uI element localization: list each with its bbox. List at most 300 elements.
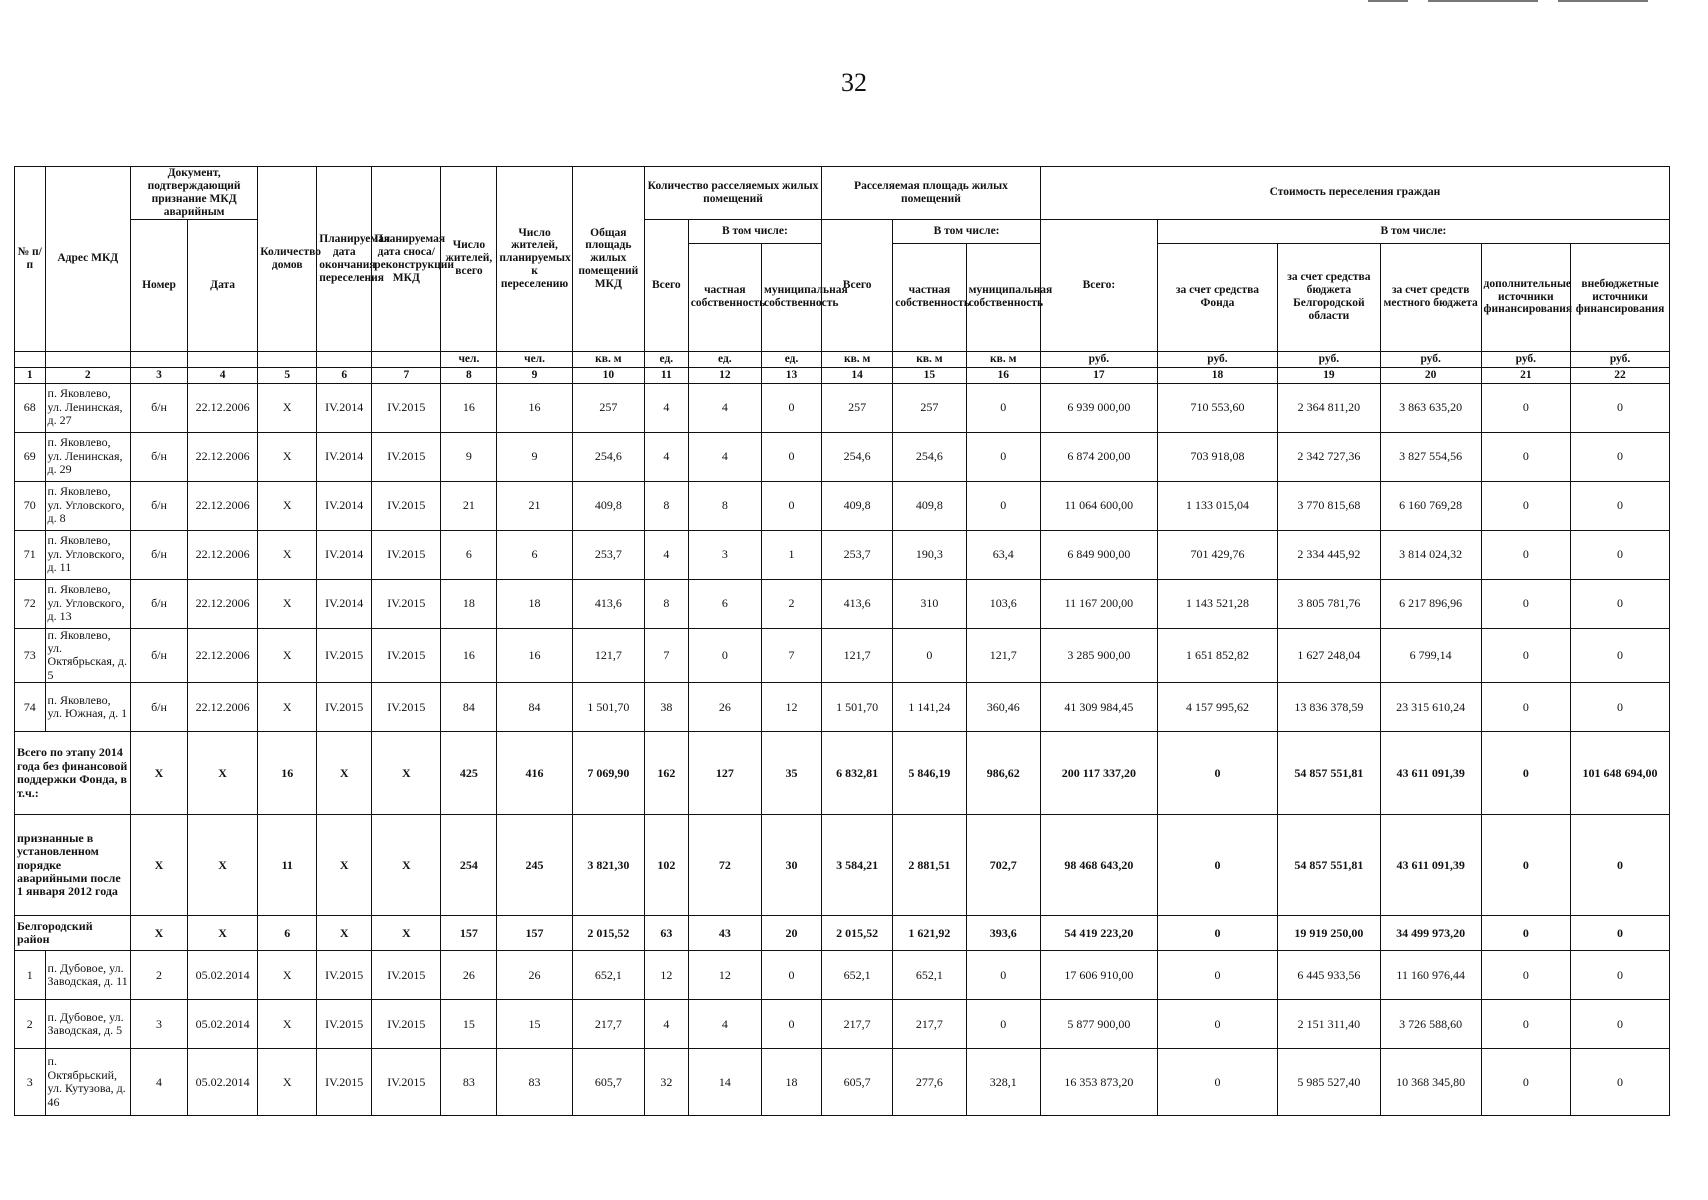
table-row: [15, 1049, 1670, 1116]
data-cell: 0: [1481, 951, 1571, 1000]
unit-cell: руб.: [1040, 351, 1157, 367]
data-cell: 5 985 527,40: [1278, 1049, 1381, 1116]
data-cell: 12: [644, 951, 688, 1000]
data-cell: 05.02.2014: [188, 951, 258, 1000]
data-cell: 1 143 521,28: [1157, 579, 1277, 628]
total-value-cell: X: [131, 916, 188, 951]
total-value-cell: X: [372, 815, 441, 916]
unit-cell: руб.: [1571, 351, 1670, 367]
data-cell: 652,1: [893, 951, 966, 1000]
col-offbudget-header: внебюджетные источники финансирования: [1571, 243, 1670, 351]
units-row: [15, 351, 1670, 367]
data-cell: 6 445 933,56: [1278, 951, 1381, 1000]
col-area-total-header: Всего: [822, 219, 893, 351]
col-area-incl-header: В том числе:: [893, 219, 1041, 243]
data-cell: IV.2015: [317, 1000, 372, 1049]
row-number-cell: 69: [15, 432, 46, 481]
unit-cell: руб.: [1278, 351, 1381, 367]
col-rooms-incl-header: В том числе:: [688, 219, 821, 243]
column-number: 11: [644, 367, 688, 383]
total-value-cell: 11: [258, 815, 317, 916]
col-rooms-private-header: частная собственность: [688, 243, 761, 351]
data-cell: 2 334 445,92: [1278, 530, 1381, 579]
data-cell: 8: [644, 579, 688, 628]
data-cell: 0: [966, 432, 1040, 481]
unit-cell: чел.: [497, 351, 572, 367]
total-label-cell: признанные в установленном порядке аварийными после 1 января 2012 года: [15, 815, 131, 916]
address-cell: п. Яковлево, ул. Южная, д. 1: [45, 683, 130, 732]
data-cell: 413,6: [822, 579, 893, 628]
total-value-cell: 393,6: [966, 916, 1040, 951]
total-value-cell: 63: [644, 916, 688, 951]
data-cell: б/н: [131, 530, 188, 579]
data-cell: 190,3: [893, 530, 966, 579]
data-cell: 05.02.2014: [188, 1049, 258, 1116]
data-cell: 413,6: [572, 579, 644, 628]
unit-cell: кв. м: [893, 351, 966, 367]
data-cell: б/н: [131, 683, 188, 732]
data-cell: 6 849 900,00: [1040, 530, 1157, 579]
total-value-cell: 72: [688, 815, 761, 916]
table-row: [15, 628, 1670, 683]
data-cell: 84: [497, 683, 572, 732]
data-cell: 409,8: [822, 481, 893, 530]
data-cell: 15: [441, 1000, 497, 1049]
data-cell: 83: [441, 1049, 497, 1116]
data-cell: 652,1: [822, 951, 893, 1000]
data-cell: 1 501,70: [822, 683, 893, 732]
data-cell: 605,7: [572, 1049, 644, 1116]
data-cell: 21: [441, 481, 497, 530]
data-cell: X: [258, 683, 317, 732]
data-cell: 254,6: [822, 432, 893, 481]
total-value-cell: X: [188, 916, 258, 951]
data-cell: IV.2014: [317, 579, 372, 628]
total-value-cell: X: [317, 916, 372, 951]
data-cell: IV.2015: [317, 683, 372, 732]
row-number-cell: 72: [15, 579, 46, 628]
col-area-municipal-header: муниципальная собственность: [966, 243, 1040, 351]
data-cell: 9: [441, 432, 497, 481]
unit-cell: руб.: [1481, 351, 1571, 367]
data-cell: X: [258, 951, 317, 1000]
total-value-cell: 6: [258, 916, 317, 951]
column-numbers-row: [15, 367, 1670, 383]
data-cell: 22.12.2006: [188, 579, 258, 628]
total-value-cell: 6 832,81: [822, 732, 893, 815]
total-value-cell: 157: [497, 916, 572, 951]
total-value-cell: 19 919 250,00: [1278, 916, 1381, 951]
data-cell: 253,7: [572, 530, 644, 579]
data-cell: 22.12.2006: [188, 481, 258, 530]
row-number-cell: 1: [15, 951, 46, 1000]
data-cell: 4: [688, 383, 761, 432]
data-cell: 13 836 378,59: [1278, 683, 1381, 732]
data-cell: 0: [1571, 481, 1670, 530]
column-number: 14: [822, 367, 893, 383]
total-value-cell: 101 648 694,00: [1571, 732, 1670, 815]
column-number: 21: [1481, 367, 1571, 383]
total-value-cell: 54 419 223,20: [1040, 916, 1157, 951]
data-cell: 7: [644, 628, 688, 683]
resettlement-table: [14, 166, 1670, 1116]
data-cell: 0: [688, 628, 761, 683]
column-number: 3: [131, 367, 188, 383]
total-value-cell: 43 611 091,39: [1380, 732, 1481, 815]
col-address-header: Адрес МКД: [45, 167, 130, 352]
table-row: [15, 1000, 1670, 1049]
data-cell: 22.12.2006: [188, 383, 258, 432]
data-cell: IV.2015: [372, 579, 441, 628]
data-cell: 11 160 976,44: [1380, 951, 1481, 1000]
data-cell: 22.12.2006: [188, 683, 258, 732]
col-doc-number-header: Номер: [131, 219, 188, 351]
data-cell: б/н: [131, 383, 188, 432]
data-cell: 0: [1571, 1000, 1670, 1049]
row-number-cell: 73: [15, 628, 46, 683]
address-cell: п. Яковлево, ул. Угловского, д. 13: [45, 579, 130, 628]
data-cell: 84: [441, 683, 497, 732]
col-rooms-total-header: Всего: [644, 219, 688, 351]
total-value-cell: X: [188, 732, 258, 815]
data-cell: 63,4: [966, 530, 1040, 579]
data-cell: IV.2015: [372, 383, 441, 432]
data-cell: 0: [1481, 432, 1571, 481]
total-value-cell: 43 611 091,39: [1380, 815, 1481, 916]
data-cell: 6: [688, 579, 761, 628]
column-number: 5: [258, 367, 317, 383]
data-cell: X: [258, 579, 317, 628]
address-cell: п. Яковлево, ул. Ленинская, д. 27: [45, 383, 130, 432]
data-cell: 0: [762, 951, 822, 1000]
table-row: [15, 530, 1670, 579]
col-num-header: № п/п: [15, 167, 46, 352]
data-cell: 0: [1157, 951, 1277, 1000]
data-cell: 1 133 015,04: [1157, 481, 1277, 530]
total-value-cell: 986,62: [966, 732, 1040, 815]
unit-cell: руб.: [1380, 351, 1481, 367]
data-cell: 4: [688, 1000, 761, 1049]
data-cell: 0: [1481, 383, 1571, 432]
unit-cell: руб.: [1157, 351, 1277, 367]
address-cell: п. Дубовое, ул. Заводская, д. 11: [45, 951, 130, 1000]
unit-cell: кв. м: [572, 351, 644, 367]
col-rooms-municipal-header: муниципальная собственность: [762, 243, 822, 351]
unit-cell: ед.: [688, 351, 761, 367]
total-value-cell: 162: [644, 732, 688, 815]
total-value-cell: 200 117 337,20: [1040, 732, 1157, 815]
data-cell: 18: [441, 579, 497, 628]
data-cell: 11 064 600,00: [1040, 481, 1157, 530]
data-cell: б/н: [131, 432, 188, 481]
data-cell: 12: [762, 683, 822, 732]
page-number: 32: [841, 68, 867, 97]
total-value-cell: 2 015,52: [572, 916, 644, 951]
data-cell: 3 805 781,76: [1278, 579, 1381, 628]
data-cell: 16: [441, 383, 497, 432]
total-value-cell: X: [188, 815, 258, 916]
data-cell: 2 364 811,20: [1278, 383, 1381, 432]
total-value-cell: 7 069,90: [572, 732, 644, 815]
data-cell: 409,8: [893, 481, 966, 530]
data-cell: 0: [1481, 683, 1571, 732]
data-cell: б/н: [131, 481, 188, 530]
data-cell: 409,8: [572, 481, 644, 530]
column-number: 17: [1040, 367, 1157, 383]
data-cell: 16 353 873,20: [1040, 1049, 1157, 1116]
data-cell: 0: [1571, 951, 1670, 1000]
data-cell: 22.12.2006: [188, 628, 258, 683]
total-value-cell: 157: [441, 916, 497, 951]
row-number-cell: 70: [15, 481, 46, 530]
data-cell: 121,7: [572, 628, 644, 683]
table-row: [15, 481, 1670, 530]
data-cell: 217,7: [822, 1000, 893, 1049]
data-cell: 0: [1481, 1000, 1571, 1049]
data-cell: 4: [131, 1049, 188, 1116]
col-planned-demolition-header: Планируемая дата сноса/ реконструкции МКД: [372, 167, 441, 352]
data-cell: 4: [644, 383, 688, 432]
data-cell: 6: [441, 530, 497, 579]
data-cell: 0: [1481, 628, 1571, 683]
total-value-cell: 0: [1157, 916, 1277, 951]
data-cell: 18: [762, 1049, 822, 1116]
data-cell: IV.2015: [372, 432, 441, 481]
data-cell: 0: [1571, 683, 1670, 732]
data-cell: 0: [1571, 530, 1670, 579]
data-cell: 1: [762, 530, 822, 579]
address-cell: п. Яковлево, ул. Угловского, д. 11: [45, 530, 130, 579]
total-value-cell: 2 881,51: [893, 815, 966, 916]
address-cell: п. Яковлево, ул. Ленинская, д. 29: [45, 432, 130, 481]
data-cell: 254,6: [572, 432, 644, 481]
address-cell: п. Яковлево, ул. Угловского, д. 8: [45, 481, 130, 530]
total-value-cell: 2 015,52: [822, 916, 893, 951]
col-area-group-header: Расселяемая площадь жилых помещений: [822, 167, 1041, 220]
total-value-cell: 20: [762, 916, 822, 951]
data-cell: 15: [497, 1000, 572, 1049]
data-cell: IV.2014: [317, 530, 372, 579]
total-value-cell: 3 584,21: [822, 815, 893, 916]
data-cell: X: [258, 628, 317, 683]
total-value-cell: 425: [441, 732, 497, 815]
data-cell: 0: [966, 1000, 1040, 1049]
data-cell: 254,6: [893, 432, 966, 481]
col-cost-total-header: Всего:: [1040, 219, 1157, 351]
data-cell: IV.2015: [317, 628, 372, 683]
data-cell: 3: [688, 530, 761, 579]
column-number: 22: [1571, 367, 1670, 383]
data-cell: X: [258, 1000, 317, 1049]
data-cell: 2 151 311,40: [1278, 1000, 1381, 1049]
data-cell: 4: [644, 1000, 688, 1049]
data-cell: 0: [1157, 1000, 1277, 1049]
total-value-cell: 245: [497, 815, 572, 916]
data-cell: IV.2014: [317, 383, 372, 432]
data-cell: б/н: [131, 628, 188, 683]
data-cell: 0: [762, 383, 822, 432]
data-cell: 8: [644, 481, 688, 530]
data-cell: 703 918,08: [1157, 432, 1277, 481]
total-label-cell: Белгородский район: [15, 916, 131, 951]
data-cell: 277,6: [893, 1049, 966, 1116]
data-cell: 26: [497, 951, 572, 1000]
data-cell: 3 827 554,56: [1380, 432, 1481, 481]
data-cell: 701 429,76: [1157, 530, 1277, 579]
data-cell: 6 217 896,96: [1380, 579, 1481, 628]
data-cell: 121,7: [966, 628, 1040, 683]
col-residents-total-header: Число жителей, всего: [441, 167, 497, 352]
data-cell: 32: [644, 1049, 688, 1116]
data-cell: 41 309 984,45: [1040, 683, 1157, 732]
total-value-cell: 34 499 973,20: [1380, 916, 1481, 951]
total-value-cell: 0: [1481, 815, 1571, 916]
col-area-private-header: частная собственность: [893, 243, 966, 351]
total-row: [15, 916, 1670, 951]
total-value-cell: 416: [497, 732, 572, 815]
data-cell: X: [258, 481, 317, 530]
data-cell: 253,7: [822, 530, 893, 579]
total-value-cell: 254: [441, 815, 497, 916]
data-cell: 4: [644, 432, 688, 481]
data-cell: 4: [644, 530, 688, 579]
total-value-cell: 54 857 551,81: [1278, 815, 1381, 916]
column-number: 9: [497, 367, 572, 383]
total-row: [15, 732, 1670, 815]
total-value-cell: 127: [688, 732, 761, 815]
col-doc-date-header: Дата: [188, 219, 258, 351]
data-cell: X: [258, 383, 317, 432]
column-number: 20: [1380, 367, 1481, 383]
address-cell: п. Дубовое, ул. Заводская, д. 5: [45, 1000, 130, 1049]
total-value-cell: 16: [258, 732, 317, 815]
total-value-cell: 35: [762, 732, 822, 815]
data-cell: 2: [762, 579, 822, 628]
data-cell: 26: [441, 951, 497, 1000]
data-cell: 6 874 200,00: [1040, 432, 1157, 481]
data-cell: 0: [762, 432, 822, 481]
data-cell: 16: [497, 383, 572, 432]
data-cell: 257: [822, 383, 893, 432]
data-cell: 83: [497, 1049, 572, 1116]
data-cell: 0: [1481, 579, 1571, 628]
data-cell: 14: [688, 1049, 761, 1116]
data-cell: X: [258, 432, 317, 481]
total-value-cell: X: [131, 732, 188, 815]
total-value-cell: 43: [688, 916, 761, 951]
total-value-cell: 102: [644, 815, 688, 916]
data-cell: 3 770 815,68: [1278, 481, 1381, 530]
total-value-cell: 0: [1157, 815, 1277, 916]
data-cell: 3 863 635,20: [1380, 383, 1481, 432]
column-number: 12: [688, 367, 761, 383]
total-value-cell: 3 821,30: [572, 815, 644, 916]
data-cell: 21: [497, 481, 572, 530]
data-cell: 17 606 910,00: [1040, 951, 1157, 1000]
data-cell: 2 342 727,36: [1278, 432, 1381, 481]
data-cell: 5 877 900,00: [1040, 1000, 1157, 1049]
total-row: [15, 815, 1670, 916]
table-row: [15, 951, 1670, 1000]
data-cell: 0: [1571, 1049, 1670, 1116]
data-cell: 4: [688, 432, 761, 481]
data-cell: 217,7: [572, 1000, 644, 1049]
total-value-cell: 0: [1157, 732, 1277, 815]
address-cell: п. Октябрьский, ул. Кутузова, д. 46: [45, 1049, 130, 1116]
data-cell: 22.12.2006: [188, 530, 258, 579]
column-number: 8: [441, 367, 497, 383]
data-cell: 328,1: [966, 1049, 1040, 1116]
data-cell: 16: [497, 628, 572, 683]
total-value-cell: X: [372, 916, 441, 951]
data-cell: IV.2015: [317, 951, 372, 1000]
address-cell: п. Яковлево, ул. Октябрьская, д. 5: [45, 628, 130, 683]
data-cell: 2: [131, 951, 188, 1000]
data-cell: 12: [688, 951, 761, 1000]
table-row: [15, 579, 1670, 628]
total-value-cell: 0: [1571, 815, 1670, 916]
data-cell: 0: [966, 383, 1040, 432]
data-cell: 6: [497, 530, 572, 579]
table-row: [15, 683, 1670, 732]
data-cell: 0: [1571, 628, 1670, 683]
column-number: 7: [372, 367, 441, 383]
data-cell: 4 157 995,62: [1157, 683, 1277, 732]
row-number-cell: 74: [15, 683, 46, 732]
data-cell: 103,6: [966, 579, 1040, 628]
total-value-cell: 98 468 643,20: [1040, 815, 1157, 916]
col-houses-header: Количество домов: [258, 167, 317, 352]
total-value-cell: 54 857 551,81: [1278, 732, 1381, 815]
data-cell: 360,46: [966, 683, 1040, 732]
data-cell: б/н: [131, 579, 188, 628]
total-value-cell: 30: [762, 815, 822, 916]
data-cell: 6 799,14: [1380, 628, 1481, 683]
col-fund-header: за счет средства Фонда: [1157, 243, 1277, 351]
data-cell: 3 814 024,32: [1380, 530, 1481, 579]
data-cell: 7: [762, 628, 822, 683]
column-number: 16: [966, 367, 1040, 383]
data-cell: 0: [1481, 530, 1571, 579]
data-cell: IV.2014: [317, 432, 372, 481]
col-residents-planned-header: Число жителей, планируемых к переселению: [497, 167, 572, 352]
column-number: 13: [762, 367, 822, 383]
data-cell: 217,7: [893, 1000, 966, 1049]
data-cell: IV.2014: [317, 481, 372, 530]
data-cell: 8: [688, 481, 761, 530]
total-value-cell: 702,7: [966, 815, 1040, 916]
column-number: 1: [15, 367, 46, 383]
data-cell: 6 160 769,28: [1380, 481, 1481, 530]
column-number: 19: [1278, 367, 1381, 383]
data-cell: 1 651 852,82: [1157, 628, 1277, 683]
data-cell: 605,7: [822, 1049, 893, 1116]
col-regional-header: за счет средства бюджета Белгородской области: [1278, 243, 1381, 351]
column-number: 6: [317, 367, 372, 383]
table-body: [15, 383, 1670, 1116]
data-cell: 0: [1571, 383, 1670, 432]
data-cell: IV.2015: [372, 628, 441, 683]
data-cell: 05.02.2014: [188, 1000, 258, 1049]
data-cell: 257: [572, 383, 644, 432]
data-cell: 652,1: [572, 951, 644, 1000]
data-cell: 0: [1481, 1049, 1571, 1116]
row-number-cell: 68: [15, 383, 46, 432]
table-row: [15, 432, 1670, 481]
data-cell: 23 315 610,24: [1380, 683, 1481, 732]
column-number: 15: [893, 367, 966, 383]
total-value-cell: 0: [1571, 916, 1670, 951]
